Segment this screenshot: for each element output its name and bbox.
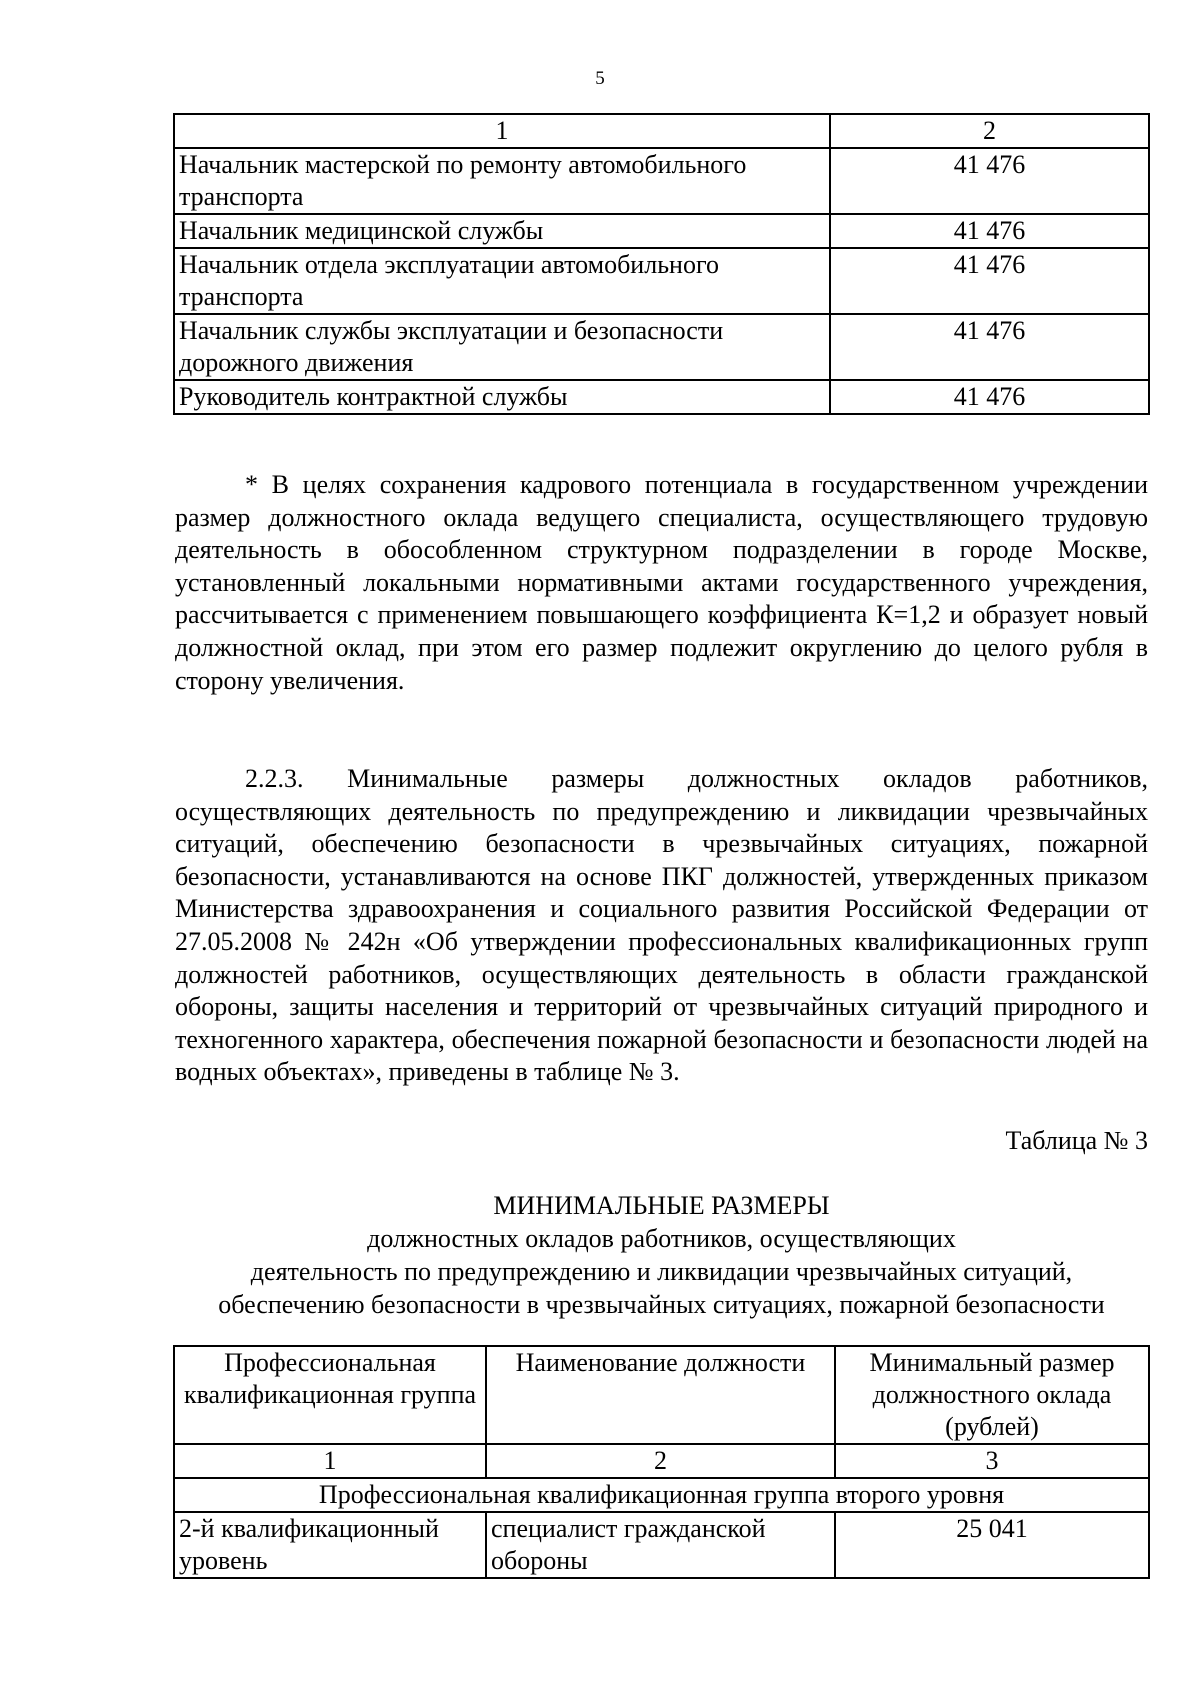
- table-title-line: МИНИМАЛЬНЫЕ РАЗМЕРЫ: [493, 1191, 830, 1220]
- header-minimum-salary: Минимальный размер должностного оклада (рублей): [835, 1346, 1149, 1444]
- salary-cell: 41 476: [830, 148, 1149, 214]
- salary-cell: 25 041: [835, 1512, 1149, 1578]
- position-cell: Начальник медицинской службы: [174, 214, 830, 248]
- column-number-2: 2: [486, 1444, 835, 1478]
- group-title-row: [174, 1478, 1149, 1512]
- table-title-line: обеспечению безопасности в чрезвычайных ситуациях, пожарной безопасности: [218, 1290, 1105, 1319]
- group-title-cell: Профессиональная квалификационная группа второго уровня: [174, 1478, 1149, 1512]
- table-row: [174, 148, 1149, 214]
- column-number-1: 1: [174, 1444, 486, 1478]
- table-row: [174, 1512, 1149, 1578]
- qualification-level-cell: 2-й квалификационный уровень: [174, 1512, 486, 1578]
- table-title-line: должностных окладов работников, осуществляющих: [367, 1224, 956, 1253]
- salary-cell: 41 476: [830, 380, 1149, 414]
- table-row: [174, 214, 1149, 248]
- section-2-2-3-paragraph: 2.2.3. Минимальные размеры должностных окладов работников, осуществляющих деятельность по предупреждению и ликвидации чрезвычайных ситуаций, обеспечению безопасности в чрезвычайных ситуациях, пожарной безопасности, устанавливаются на основе ПКГ должностей, утвержденных приказом Министерства здравоохранения и социального развития Российской Федерации от 27.05.2008 № 242н «Об утверждении профессиональных квалификационных групп должностей работников, осуществляющих деятельность в области гражданской обороны, защиты населения и территорий от чрезвычайных ситуаций природного и техногенного характера, обеспечения пожарной безопасности и безопасности людей на водных объектах», приведены в таблице № 3.: [175, 764, 1148, 1087]
- minimum-salary-table: [173, 1345, 1150, 1579]
- salary-cell: 41 476: [830, 248, 1149, 314]
- position-cell: специалист гражданской обороны: [486, 1512, 835, 1578]
- table-row: [174, 380, 1149, 414]
- positions-salary-table: [173, 113, 1150, 415]
- table-row: [174, 248, 1149, 314]
- salary-cell: 41 476: [830, 214, 1149, 248]
- position-cell: Начальник мастерской по ремонту автомобильного транспорта: [174, 148, 830, 214]
- column-number-3: 3: [835, 1444, 1149, 1478]
- table-header-row: [174, 114, 1149, 148]
- table-label: Таблица № 3: [1005, 1126, 1148, 1155]
- table-title: [175, 1189, 1148, 1321]
- header-qualification-group: Профессиональная квалификационная группа: [174, 1346, 486, 1444]
- header-position-name: Наименование должности: [486, 1346, 835, 1444]
- footnote-paragraph: * В целях сохранения кадрового потенциала в государственном учреждении размер должностного оклада ведущего специалиста, осуществляющего трудовую деятельность в обособленном структурном подразделении в городе Москве, установленный локальными нормативными актами государственного учреждения, рассчитывается с применением повышающего коэффициента К=1,2 и образует новый должностной оклад, при этом его размер подлежит округлению до целого рубля в сторону увеличения.: [175, 470, 1148, 695]
- page-number: 5: [595, 68, 605, 89]
- table-row: [174, 314, 1149, 380]
- salary-cell: 41 476: [830, 314, 1149, 380]
- table-header-row: [174, 1346, 1149, 1444]
- table-title-line: деятельность по предупреждению и ликвидации чрезвычайных ситуаций,: [250, 1257, 1073, 1286]
- column-numbers-row: [174, 1444, 1149, 1478]
- column-number-1: 1: [174, 114, 830, 148]
- position-cell: Начальник службы эксплуатации и безопасности дорожного движения: [174, 314, 830, 380]
- position-cell: Руководитель контрактной службы: [174, 380, 830, 414]
- column-number-2: 2: [830, 114, 1149, 148]
- position-cell: Начальник отдела эксплуатации автомобильного транспорта: [174, 248, 830, 314]
